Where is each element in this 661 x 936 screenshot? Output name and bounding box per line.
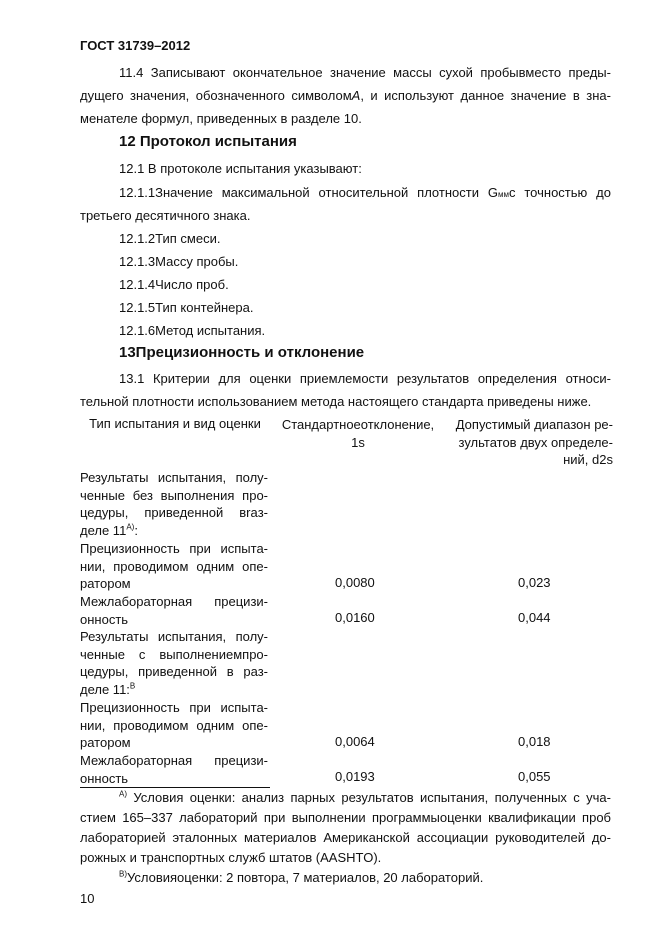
symbol-a: A [351, 88, 361, 103]
footnote-ref-b: B [129, 681, 136, 691]
paragraph-line: третьего десятичного знака. [80, 208, 251, 223]
table-row-reproducibility-2: Межлабораторная прецизи- онность [80, 753, 268, 786]
paragraph-12-1-5: 12.1.5Тип контейнера. [119, 300, 254, 315]
paragraph-line: дущего значения, обозначенного символомA, и используют данное значение в зна- [80, 88, 611, 103]
paragraph-line: менателе формул, приведенных в разделе 10. [80, 111, 362, 126]
section-heading-12: 12 Протокол испытания [119, 133, 297, 150]
table-cell-std-dev: 0,0080 [335, 575, 375, 590]
table-cell-range: 0,044 [518, 610, 551, 625]
table-header-type: Тип испытания и вид оценки [89, 416, 261, 431]
footnote-b: $^{B)}$Условияоценки: 2 повтора, 7 материалов, 20 лабораторий. [119, 869, 484, 885]
paragraph-line: тельной плотности использованием метода настоящего стандарта приведены ниже. [80, 394, 592, 409]
page-number: 10 [80, 891, 95, 906]
table-header-range: Допустимый диапазон ре- зультатов двух определе- ний, d2s [455, 417, 613, 468]
footnote-a-line: лабораторией эталонных материалов Американской ассоциации руководителей до- [80, 830, 611, 845]
table-cell-range: 0,018 [518, 734, 551, 749]
paragraph-12-1-2: 12.1.2Тип смеси. [119, 231, 221, 246]
table-cell-range: 0,055 [518, 769, 551, 784]
paragraph-13-1: 13.1 Критерии для оценки приемлемости результатов определения относи- [119, 371, 611, 386]
paragraph-12-1-6: 12.1.6Метод испытания. [119, 323, 266, 338]
table-group-with-procedure: Результаты испытания, полу- ченные с выполнениемпро- цедуры, приведенной в раз- деле 11:$^B$ [80, 629, 268, 697]
table-cell-std-dev: 0,0193 [335, 769, 375, 784]
subscript-mm: мм [497, 190, 509, 199]
footnote-a: $^{A)}$ Условия оценки: анализ парных результатов испытания, полученных с уча- [119, 789, 611, 805]
paragraph-12-1: 12.1 В протоколе испытания указывают: [119, 161, 362, 176]
table-row-repeatability-2: Прецизионность при испыта- нии, проводимом одним опе- ратором [80, 700, 268, 751]
paragraph-line: 11.4 Записывают окончательное значение массы сухой пробывместо преды- [119, 65, 611, 80]
table-cell-std-dev: 0,0064 [335, 734, 375, 749]
paragraph-12-1-1: 12.1.1Значение максимальной относительной плотности Gммс точностью до [119, 185, 611, 200]
footnote-a-line: рожных и транспортных служб штатов (AASHTO). [80, 850, 382, 865]
footnote-a-line: стием 165–337 лабораторий при выполнении программыоценки квалификации проб [80, 810, 611, 825]
table-cell-range: 0,023 [518, 575, 551, 590]
table-row-repeatability-1: Прецизионность при испыта- нии, проводимом одним опе- ратором [80, 541, 268, 592]
table-group-without-procedure: Результаты испытания, полу- ченные без выполнения про- цедуры, приведенной вraз- деле $11^{A)}$: [80, 470, 268, 538]
section-heading-13: 13Прецизионность и отклонение [119, 344, 365, 361]
footnote-ref-a: A) [126, 522, 135, 532]
table-header-std-dev: Стандартноеотклонение, 1s [281, 417, 435, 450]
document-header: ГОСТ 31739–2012 [80, 38, 191, 53]
paragraph-12-1-3: 12.1.3Массу пробы. [119, 254, 239, 269]
table-cell-std-dev: 0,0160 [335, 610, 375, 625]
paragraph-12-1-4: 12.1.4Число проб. [119, 277, 229, 292]
table-row-reproducibility-1: Межлабораторная прецизи- онность [80, 594, 268, 627]
